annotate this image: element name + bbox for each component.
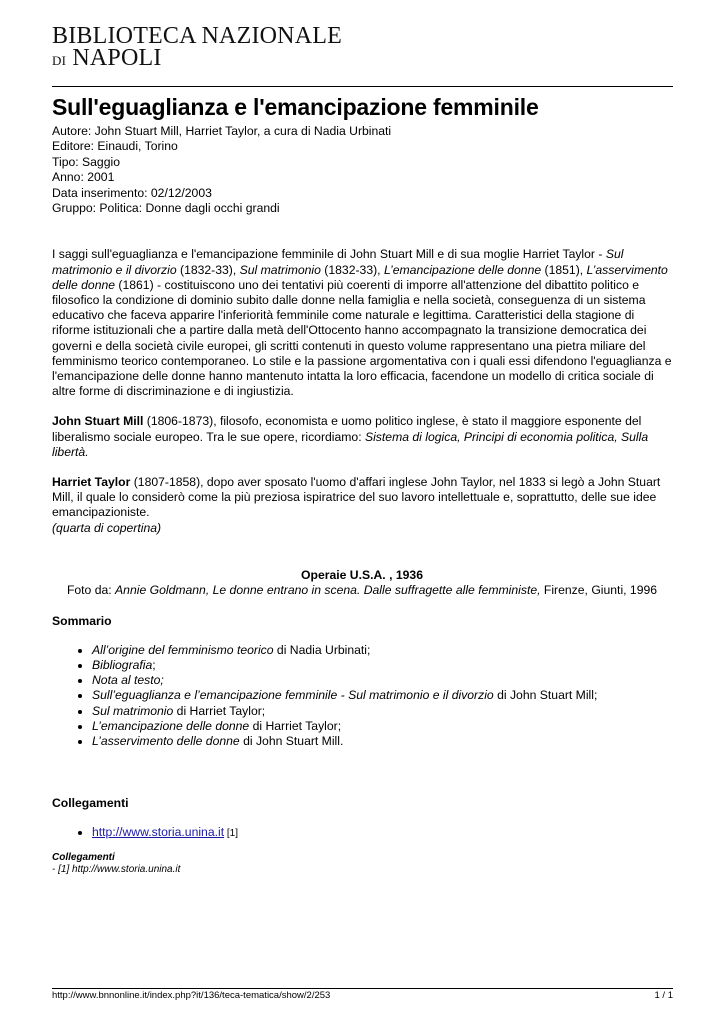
logo-prefix: DI — [52, 53, 67, 68]
logo-city: NAPOLI — [72, 45, 162, 71]
intro-title: L’emancipazione delle donne — [383, 262, 542, 277]
item-title: L’emancipazione delle donne — [92, 718, 250, 733]
intro-text: (1832-33), — [320, 262, 384, 277]
meta-date-added: Data inserimento: 02/12/2003 — [52, 185, 212, 200]
item-text: di Harriet Taylor; — [249, 718, 342, 733]
footer-url: http://www.bnnonline.it/index.php?it/136/teca-tematica/show/2/253 — [52, 990, 331, 1001]
caption-source-title: Annie Goldmann, Le donne entrano in scena. Dalle suffragette alle femministe, — [115, 583, 541, 598]
links-heading: Collegamenti — [52, 795, 129, 810]
library-logo — [52, 25, 342, 72]
item-title: Sull’eguaglianza e l’emancipazione femminile - Sul matrimonio e il divorzio — [92, 688, 494, 703]
footnote-ref: - [1] http://www.storia.unina.it — [52, 864, 181, 876]
meta-author: Autore: John Stuart Mill, Harriet Taylor, a cura di Nadia Urbinati — [52, 124, 392, 138]
list-item — [92, 643, 672, 658]
caption-prefix: Foto da: — [66, 583, 116, 598]
meta-publisher: Editore: Einaudi, Torino — [52, 139, 178, 154]
caption-title: Operaie U.S.A. , 1936 — [301, 567, 423, 582]
page-footer — [52, 990, 673, 1001]
footnote-heading: Collegamenti — [52, 852, 115, 864]
taylor-text: (1807-1858), dopo aver sposato l'uomo d'affari inglese John Taylor, nel 1833 si legò a John Stuart Mill, il quale lo considerò come la più preziosa ispiratrice del suo lavoro intellettuale e, soprattutto, delle sue idee emancipazioniste. — [52, 475, 661, 520]
meta-group: Gruppo: Politica: Donne dagli occhi grandi — [52, 201, 280, 216]
storia-unina-link[interactable]: http://www.storia.unina.it — [92, 824, 225, 839]
intro-title: Sul matrimonio e il divorzio — [52, 247, 624, 277]
item-title: Nota al testo; — [92, 673, 164, 688]
item-text: di Nadia Urbinati; — [273, 642, 371, 657]
taylor-name: Harriet Taylor — [52, 475, 131, 490]
meta-type: Tipo: Saggio — [52, 154, 120, 169]
mill-bio — [52, 414, 672, 460]
list-item — [92, 673, 672, 688]
caption-suffix: Firenze, Giunti, 1996 — [540, 583, 658, 598]
summary-heading: Sommario — [52, 614, 112, 629]
list-item — [92, 719, 672, 734]
summary-list — [52, 643, 672, 750]
item-text: di Harriet Taylor; — [173, 703, 266, 718]
taylor-bio — [52, 475, 672, 536]
item-text: di John Stuart Mill. — [239, 734, 344, 749]
logo-line2 — [52, 47, 342, 72]
list-item — [92, 734, 672, 749]
link-ref: [1] — [224, 827, 238, 839]
page-title: Sull'eguaglianza e l'emancipazione femminile — [52, 94, 539, 120]
caption-source — [52, 583, 672, 598]
list-item — [92, 704, 672, 719]
photo-caption — [52, 568, 672, 598]
item-text: di John Stuart Mill; — [493, 688, 598, 703]
item-title: Sul matrimonio — [92, 703, 174, 718]
intro-title: L’asservimento delle donne — [52, 262, 668, 292]
mill-works: Sistema di logica, Principi di economia politica, Sulla libertà. — [52, 429, 649, 459]
mill-text: (1806-1873), filosofo, economista e uomo politico inglese, è stato il maggiore esponente del liberalismo sociale europeo. Tra le sue opere, ricordiamo: — [52, 414, 642, 444]
item-title: Bibliografia — [92, 657, 153, 672]
footer-divider — [52, 988, 673, 989]
intro-title: Sul matrimonio — [239, 262, 321, 277]
intro-paragraph — [52, 247, 672, 399]
header-divider — [52, 86, 673, 87]
main-content — [52, 90, 672, 876]
intro-text: (1832-33), — [176, 262, 240, 277]
meta-year: Anno: 2001 — [52, 170, 115, 185]
list-item — [92, 688, 672, 703]
item-title: All’origine del femminismo teorico — [92, 642, 274, 657]
list-item — [92, 658, 672, 673]
intro-text: I saggi sull'eguaglianza e l'emancipazione femminile di John Stuart Mill e di sua moglie Harriet Taylor - — [52, 247, 606, 262]
item-text: ; — [152, 657, 156, 672]
list-item — [92, 825, 672, 841]
intro-text: (1861) - costituiscono uno dei tentativi più coerenti di imporre all'attenzione del dibattito politico e filosofico la condizione di dominio subito dalle donne nella famiglia e nella società, conseguenza di un sistema educativo che faceva apparire l'inferiorità femminile come naturale e legittima. Caratteristici della stagione di riforme istituzionali che a partire dalla metà dell'Ottocento hanno accompagnato la transizione democratica dei governi e della società civile europei, gli scritti contenuti in questo volume rappresentano una pietra miliare del femminismo teorico contemporaneo. Lo stile e la passione argomentativa con i quali essi difendono l'eguaglianza e l'emancipazione delle donne hanno mantenuto intatta la loro efficacia, facendone un modello di critica sociale di altre forme di discriminazione e di ingiustizia. — [52, 277, 672, 399]
logo-line1: BIBLIOTECA NAZIONALE — [52, 23, 342, 49]
page-number: 1 / 1 — [654, 990, 673, 1001]
item-title: L’asservimento delle donne — [92, 734, 240, 749]
intro-text: (1851), — [541, 262, 587, 277]
cover-note: (quarta di copertina) — [52, 520, 162, 535]
links-list — [52, 825, 672, 841]
mill-name: John Stuart Mill — [52, 414, 144, 429]
book-metadata — [52, 124, 672, 216]
